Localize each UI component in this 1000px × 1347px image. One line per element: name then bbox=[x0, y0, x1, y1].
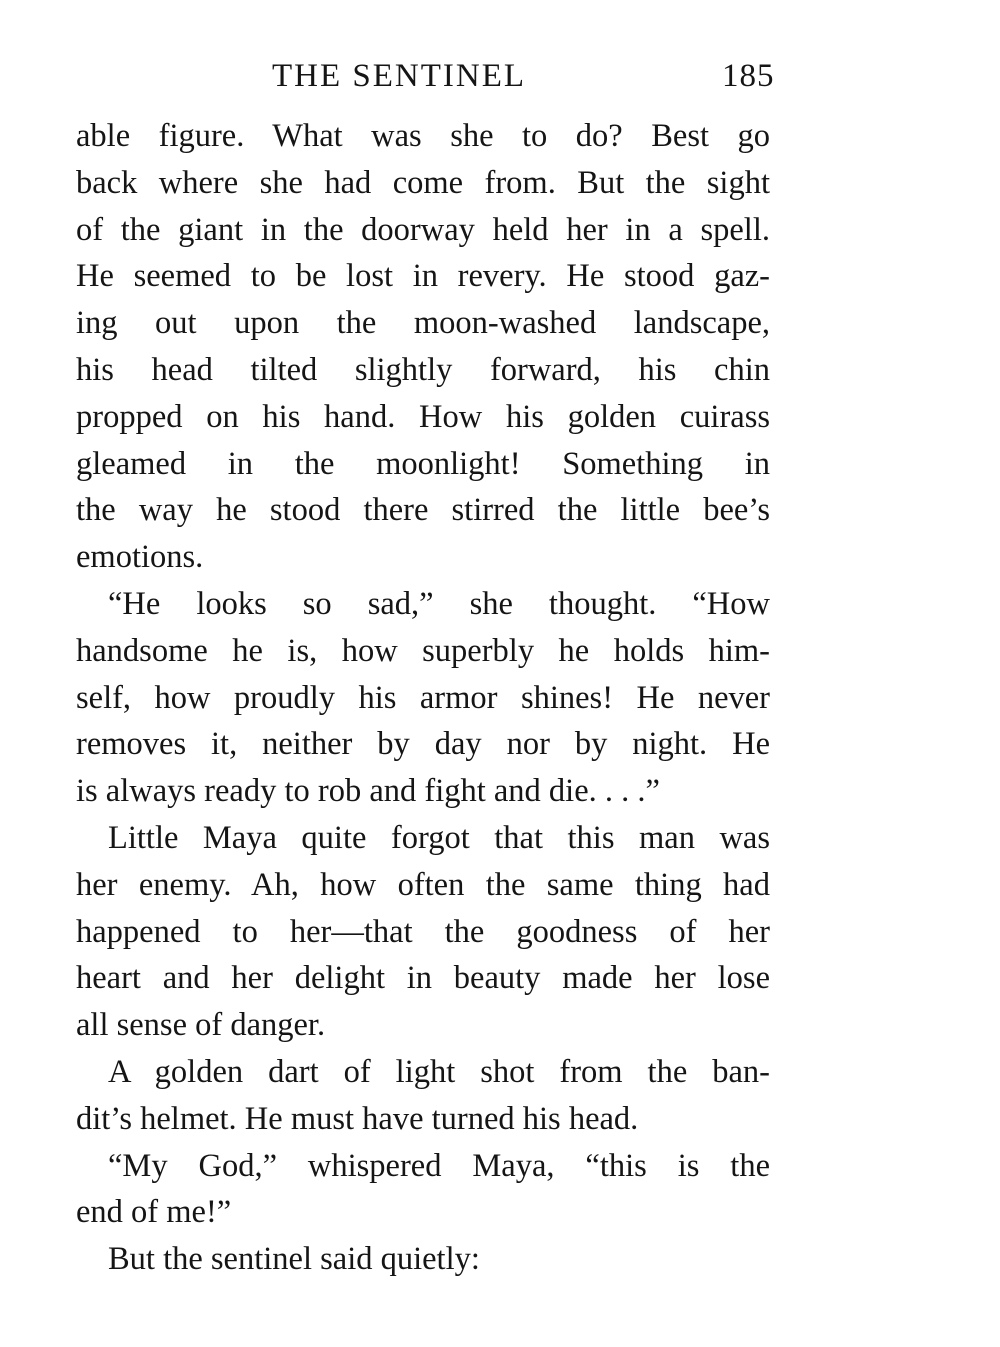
text-line: back where she had come from. But the sight bbox=[76, 164, 770, 201]
text-line: handsome he is, how superbly he holds him- bbox=[76, 632, 770, 669]
text-line: ing out upon the moon-washed landscape, bbox=[76, 305, 770, 342]
text-line: her enemy. Ah, how often the same thing had bbox=[76, 866, 770, 903]
text-line: He seemed to be lost in revery. He stood gaz- bbox=[76, 258, 770, 295]
text-line: end of me!” bbox=[76, 1194, 232, 1231]
running-head bbox=[0, 56, 1000, 96]
body-text bbox=[76, 113, 770, 1283]
paragraph bbox=[76, 1049, 770, 1143]
text-line: self, how proudly his armor shines! He never bbox=[76, 679, 770, 716]
text-line: But the sentinel said quietly: bbox=[108, 1241, 480, 1278]
text-line: all sense of danger. bbox=[76, 1007, 326, 1044]
text-line: dit’s helmet. He must have turned his head. bbox=[76, 1100, 639, 1137]
text-line: able figure. What was she to do? Best go bbox=[76, 118, 770, 154]
text-line: happened to her—that the goodness of her bbox=[76, 913, 770, 950]
text-line: is always ready to rob and fight and die. . . .” bbox=[76, 773, 660, 810]
paragraph bbox=[76, 1143, 770, 1237]
paragraph bbox=[76, 581, 770, 815]
text-line: heart and her delight in beauty made her lose bbox=[76, 960, 770, 997]
text-line: Little Maya quite forgot that this man was bbox=[108, 819, 770, 856]
text-line: “My God,” whispered Maya, “this is the bbox=[108, 1147, 770, 1184]
text-line: the way he stood there stirred the little bee’s bbox=[76, 492, 770, 529]
running-title: THE SENTINEL bbox=[272, 58, 527, 94]
text-line: “He looks so sad,” she thought. “How bbox=[108, 585, 770, 622]
text-line: A golden dart of light shot from the ban- bbox=[108, 1053, 770, 1090]
text-line: gleamed in the moonlight! Something in bbox=[76, 445, 770, 482]
paragraph bbox=[76, 1236, 770, 1283]
text-line: emotions. bbox=[76, 539, 204, 576]
text-line: removes it, neither by day nor by night. He bbox=[76, 726, 770, 763]
text-line: of the giant in the doorway held her in a spell. bbox=[76, 211, 770, 248]
page-number: 185 bbox=[722, 58, 775, 94]
text-line: his head tilted slightly forward, his chin bbox=[76, 351, 770, 388]
text-line: propped on his hand. How his golden cuirass bbox=[76, 398, 770, 435]
paragraph bbox=[76, 113, 770, 581]
paragraph bbox=[76, 815, 770, 1049]
